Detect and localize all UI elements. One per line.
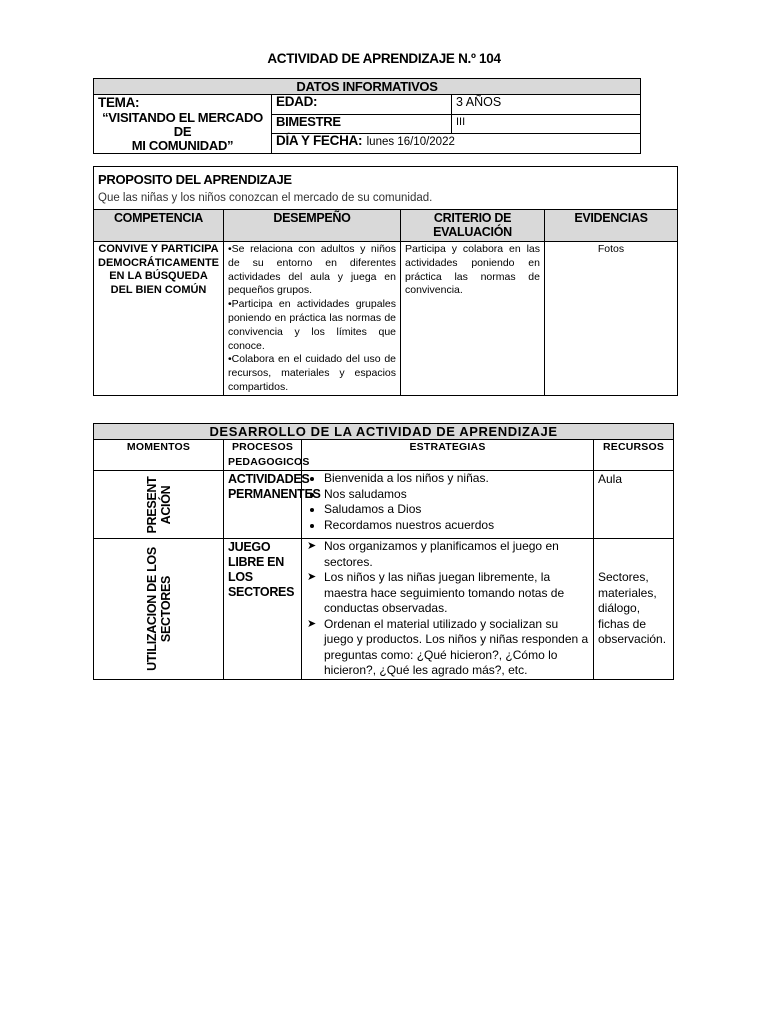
- col-evidencias: EVIDENCIAS: [545, 210, 678, 242]
- proposito-title: PROPOSITO DEL APRENDIZAJE: [98, 172, 292, 187]
- col-desempeno: DESEMPEÑO: [224, 210, 401, 242]
- desarrollo-table: [93, 423, 674, 680]
- estrategia-item: ➤ Nos organizamos y planificamos el juego en sectores.: [307, 539, 559, 569]
- proposito-cell: [94, 167, 678, 210]
- col-estrategias: ESTRATEGIAS: [302, 440, 594, 471]
- estrategia-item: • Recordamos nuestros acuerdos: [324, 518, 589, 534]
- momento-presentacion-cell: [94, 471, 224, 539]
- arrow-bullet-icon: ➤: [307, 540, 317, 552]
- proposito-table: [93, 166, 678, 396]
- recursos-sectores: Sectores, materiales, diálogo, fichas de observación.: [594, 539, 674, 680]
- col-competencia: COMPETENCIA: [94, 210, 224, 242]
- edad-value: 3 AÑOS: [452, 95, 641, 115]
- arrow-bullet-icon: ➤: [307, 571, 317, 583]
- document-title: ACTIVIDAD DE APRENDIZAJE N.º 104: [267, 51, 501, 66]
- momento-presentacion: PRESENT ACIÓN: [144, 476, 173, 533]
- tema-value-line1: “VISITANDO EL MERCADO DE: [102, 110, 263, 139]
- desarrollo-title: DESARROLLO DE LA ACTIVIDAD DE APRENDIZAJE: [94, 424, 674, 440]
- edad-label: EDAD:: [272, 95, 452, 115]
- bimestre-value: III: [452, 114, 641, 134]
- criterio-value: Participa y colabora en las actividades poniendo en práctica las normas de convivencia.: [401, 242, 545, 396]
- competencia-value: CONVIVE Y PARTICIPA DEMOCRÁTICAMENTE EN LA BÚSQUEDA DEL BIEN COMÚN: [94, 242, 224, 396]
- estrategias-sectores: [302, 539, 594, 680]
- estrategia-item: • Nos saludamos: [324, 487, 589, 503]
- estrategias-presentacion: [302, 471, 594, 539]
- proposito-text: Que las niñas y los niños conozcan el mercado de su comunidad.: [98, 191, 433, 204]
- estrategia-item: • Saludamos a Dios: [324, 502, 589, 518]
- estrategia-item: ➤ Ordenan el material utilizado y socializan su juego y productos. Los niños y niñas responden a preguntas como: ¿Qué hicieron?, ¿Cómo lo hicieron?, ¿Qué les agrado más?, etc.: [307, 616, 589, 677]
- datos-informativos-header: DATOS INFORMATIVOS: [94, 79, 641, 95]
- col-procesos: PROCESOS PEDAGOGICOS: [224, 440, 302, 471]
- desempeno-item: •Se relaciona con adultos y niños de su entorno en diferentes actividades del aula y juega en pequeños grupos.: [228, 243, 396, 297]
- desempeno-list: [224, 242, 401, 396]
- col-momentos: MOMENTOS: [94, 440, 224, 471]
- momento-sectores: UTILIZACION DE LOS SECTORES: [144, 546, 173, 671]
- desempeno-item: •Colabora en el cuidado del uso de recursos, materiales y espacios compartidos.: [228, 353, 396, 393]
- fecha-label: DÍA Y FECHA:: [276, 133, 363, 149]
- desempeno-item: •Participa en actividades grupales poniendo en práctica las normas de convivencia y los límites que conoce.: [228, 298, 396, 352]
- datos-informativos-table: [93, 78, 641, 154]
- arrow-bullet-icon: ➤: [307, 617, 317, 630]
- momento-sectores-cell: [94, 539, 224, 680]
- recursos-presentacion: Aula: [594, 471, 674, 539]
- col-recursos: RECURSOS: [594, 440, 674, 471]
- tema-value-line2: MI COMUNIDAD”: [131, 138, 234, 153]
- proceso-juego-libre: JUEGO LIBRE EN LOS SECTORES: [224, 539, 302, 680]
- proceso-actividades: ACTIVIDADES PERMANENTES: [224, 471, 302, 539]
- estrategia-item: ➤ Los niños y las niñas juegan libremente, la maestra hace seguimiento tomando notas de conductas observadas.: [307, 570, 565, 615]
- tema-label: TEMA:: [98, 95, 140, 110]
- fecha-value: lunes 16/10/2022: [366, 136, 455, 149]
- evidencias-value: Fotos: [545, 242, 678, 396]
- tema-value: [98, 110, 267, 153]
- estrategia-item: • Bienvenida a los niños y niñas.: [324, 471, 589, 487]
- col-criterio: CRITERIO DE EVALUACIÓN: [401, 210, 545, 242]
- tema-cell: [94, 95, 272, 154]
- fecha-cell: [272, 134, 641, 154]
- bimestre-label: BIMESTRE: [272, 114, 452, 134]
